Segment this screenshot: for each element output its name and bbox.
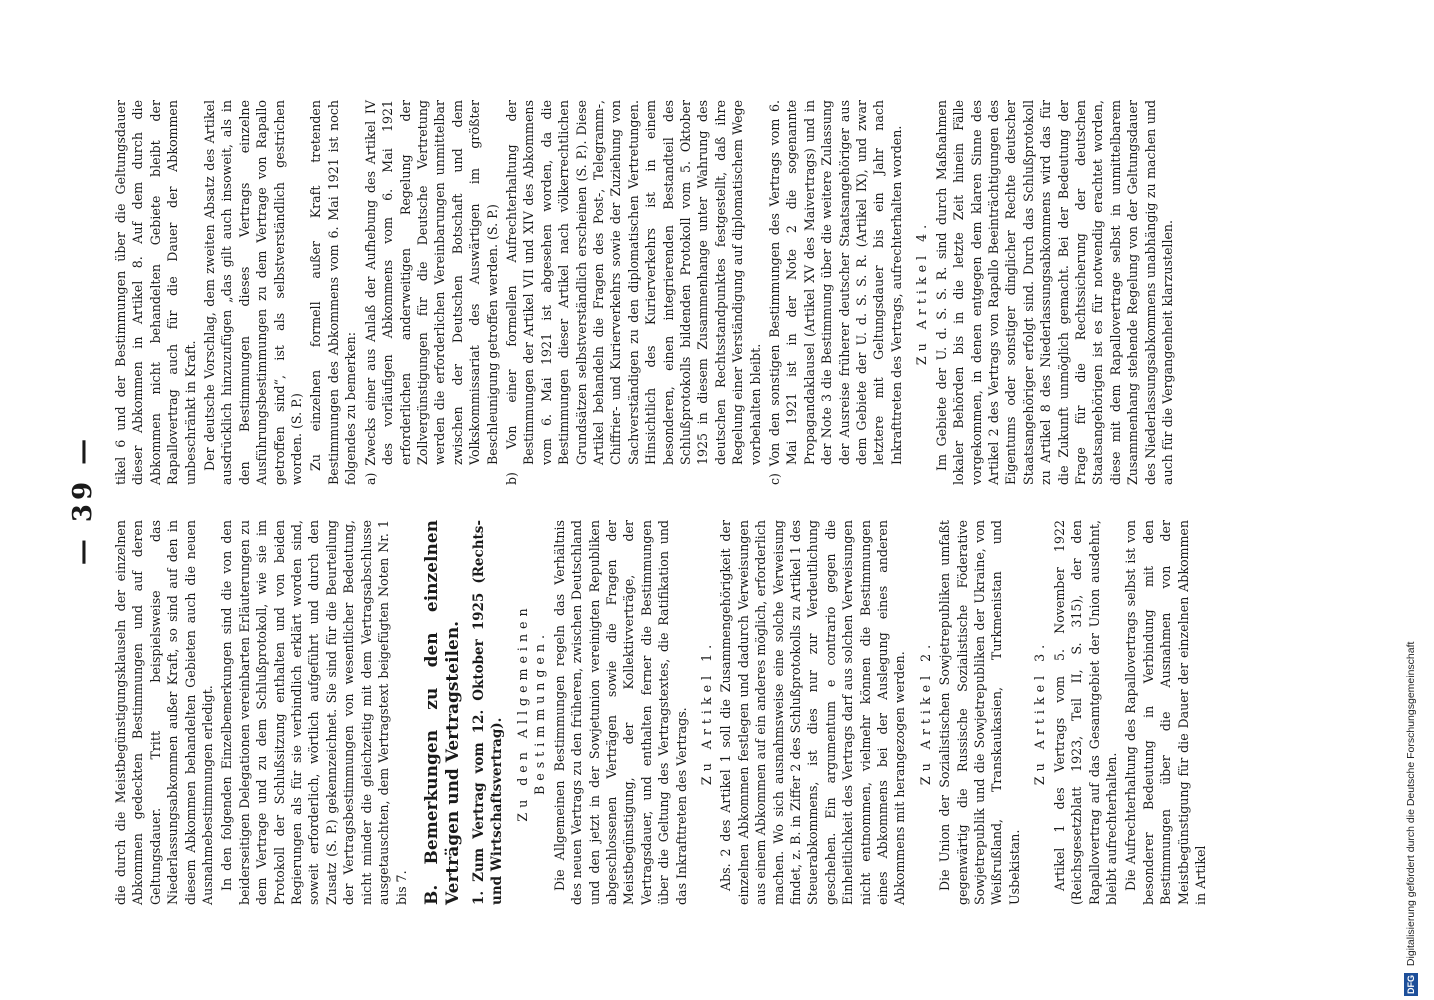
dfg-logo: DFG (1406, 975, 1416, 994)
subheading: Zu den Allgemeinen Bestimmungen. (514, 603, 548, 822)
paragraph: Artikel 1 des Vertrags vom 5. November 1922 (Reichsgesetzblatt 1923, Teil II, S. 315), der den Rapallovertrag auf das Gesamtgebiet der Union ausdehnt, bleibt aufrechterhalten. (1051, 520, 1119, 905)
paragraph: Die Union der Sozialistischen Sowjetrepubliken umfaßt gegenwärtig die Russische Sozialistische Föderative Sowjetrepublik und die Sowjetrepubliken der Ukraine, von Weißrußland, Transkaukasien, Turkmenistan und Usbekistan. (937, 520, 1022, 905)
left-column (112, 520, 1211, 905)
subheading: Zu Artikel 1. (698, 639, 714, 786)
credit-sidebar (1400, 0, 1434, 1000)
paragraph: Die Aufrechterhaltung des Rapallovertrags selbst ist von besonderer Bedeutung in Verbindung mit den Bestimmungen über die Ausnahmen von der Meistbegünstigung für die Dauer der einzelnen Abkommen in Artikel (1123, 520, 1208, 905)
credit-text-wrapper (1404, 6, 1430, 996)
page-number: — 39 — (68, 434, 98, 566)
paragraph: Abs. 2 des Artikel 1 soll die Zusammengehörigkeit der einzelnen Abkommen festlegen und dadurch Verweisungen aus einem Abkommen auf ein anderes möglich, erforderlich machen. Wo sich ausnahmsweise eine solche Verweisung findet, z. B. in Ziffer 2 des Schlußprotokolls zu Artikel 1 des Steuerabkommens, ist dies nur zur Verdeutlichung geschehen. Ein argumentum e contrario gegen die Einheitlichkeit des Vertrags darf aus solchen Verweisungen nicht entnommen, vielmehr können die Bestimmungen eines Abkommens bei der Auslegung eines anderen Abkommens mit herangezogen werden. (718, 520, 908, 905)
right-column (112, 100, 1178, 485)
subheading: Zu Artikel 2. (917, 639, 933, 786)
paragraph: Der deutsche Vorschlag, dem zweiten Absatz des Artikel ausdrücklich hinzuzufügen „das gilt auch insoweit, als in den Bestimmungen dieses Vertrags einzelne Ausführungsbestimmungen zu dem Vertrage von Rapallo getroffen sind“, ist als selbstverständlich gestrichen worden. (S. P.) (202, 100, 305, 485)
paragraph: Im Gebiete der U. d. S. S. R. sind durch Maßnahmen lokaler Behörden bis in die letzte Zeit hinein Fälle vorgekommen, in denen entgegen dem klaren Sinne des Artikel 2 des Vertrags von Rapallo Beeinträchtigungen des Eigentums oder sonstiger dinglicher Rechte deutscher Staatsangehöriger erfolgt sind. Durch das Schlußprotokoll zu Artikel 8 des Niederlassungsabkommens wird das für die Zukunft unmöglich gemacht. Bei der Bedeutung der Frage für die Rechtssicherung der deutschen Staatsangehörigen ist es für notwendig erachtet worden, diese mit dem Rapallovertrage selbst in unmittelbarem Zusammenhang stehende Regelung von der Geltungsdauer des Niederlassungsabkommens unabhängig zu machen und auch für die Vergangenheit klarzustellen. (933, 100, 1175, 485)
paragraph: Zu einzelnen formell außer Kraft tretenden Bestimmungen des Abkommens vom 6. Mai 1921 ist noch folgendes zu bemerken: (308, 100, 359, 485)
paragraph: Die Allgemeinen Bestimmungen regeln das Verhältnis des neuen Vertrags zu den früheren, zwischen Deutschland und den jetzt in der Sowjetunion vereinigten Republiken abgeschlossenen Verträgen sowie die Fragen der Meistbegünstigung, der Kollektivverträge, der Vertragsdauer, und enthalten ferner die Bestimmungen über die Geltung des Vertragstextes, die Ratifikation und das Inkrafttreten des Vertrags. (551, 520, 689, 905)
paragraph: die durch die Meistbegünstigungsklauseln der einzelnen Abkommen gedeckten Bestimmungen und auf deren Geltungsdauer. Tritt beispielsweise das Niederlassungsabkommen außer Kraft, so sind auf den in diesem Abkommen behandelten Gebieten auch die neuen Ausnahmebestimmungen erledigt. (113, 520, 216, 905)
rotated-printed-page (70, 95, 1310, 905)
paragraph: In den folgenden Einzelbemerkungen sind die von den beiderseitigen Delegationen vereinbarten Erläuterungen zu dem Vertrage und zu dem Schlußprotokoll, wie sie im Protokoll der Schlußsitzung enthalten und von beiden Regierungen als für sie verbindlich erklärt worden sind, soweit erforderlich, wörtlich aufgeführt und durch den Zusatz (S. P.) gekennzeichnet. Sie sind für die Beurteilung der Vertragsbestimmungen von wesentlicher Bedeutung, nicht minder die gleichzeitig mit dem Vertragsabschlusse ausgetauschten, dem Vertragstext beigefügten Noten Nr. 1 bis 7. (219, 520, 409, 905)
credit-text: Digitalisierung gefördert durch die Deutsche Forschungsgemeinschaft (1405, 641, 1417, 967)
subsection-heading: 1. Zum Vertrag vom 12. Oktober 1925 (Rechts- und Wirtschaftsvertrag). (470, 520, 505, 905)
list-item: a) Zwecks einer aus Anlaß der Aufhebung des Artikel IV des vorläufigen Abkommens vom 6. Mai 1921 erforderlichen anderweitigen Regelung der Zollvergünstigungen für die Deutsche Vertretung werden die erforderlichen Vereinbarungen unmittelbar zwischen der Deutschen Botschaft und dem Volkskommissariat des Auswärtigen im größter Beschleunigung getroffen werden. (S. P.) (362, 100, 500, 485)
list-item: c) Von den sonstigen Bestimmungen des Vertrags vom 6. Mai 1921 ist in der Note 2 die sogenannte Propagandaklausel (Artikel XV des Maivertrags) und in der Note 3 die Bestimmung über die weitere Zulassung der Ausreise früherer deutscher Staatsangehöriger aus dem Gebiete der U. d. S. S. R. (Artikel IX), und zwar letztere mit Geltungsdauer bis ein Jahr nach Inkrafttreten des Vertrags, aufrechterhalten worden. (767, 100, 904, 485)
list-item: b) Von einer formellen Aufrechterhaltung der Bestimmungen der Artikel VII und XIV des Abkommens vom 6. Mai 1921 ist abgesehen worden, da die Bestimmungen dieser Artikel nach völkerrechtlichen Grundsätzen selbstverständlich erscheinen (S. P.). Diese Artikel behandeln die Fragen des Post-, Telegramm-, Chiffrier- und Kurierverkehrs sowie der Zuziehung von Sachverständigen zu den diplomatischen Vertretungen. Hinsichtlich des Kurierverkehrs ist in einem besonderen, einen integrierenden Bestandteil des Schlußprotokolls bildenden Protokoll vom 5. Oktober 1925 in diesem Zusammenhange unter Wahrung des deutschen Rechtsstandpunktes festgestellt, daß ihre Regelung einer Verständigung auf diplomatischem Wege vorbehalten bleibt. (503, 100, 763, 485)
subheading: Zu Artikel 4. (914, 219, 930, 366)
paragraph: tikel 6 und der Bestimmungen über die Geltungsdauer dieser Abkommen in Artikel 8. Auf dem durch die Abkommen nicht behandelten Gebiete bleibt der Rapallovertrag auch für die Dauer der Abkommen unbeschränkt in Kraft. (113, 100, 198, 485)
section-heading: B. Bemerkungen zu den einzelnen Verträgen und Vertragsteilen. (421, 520, 463, 905)
subheading: Zu Artikel 3. (1032, 639, 1048, 786)
